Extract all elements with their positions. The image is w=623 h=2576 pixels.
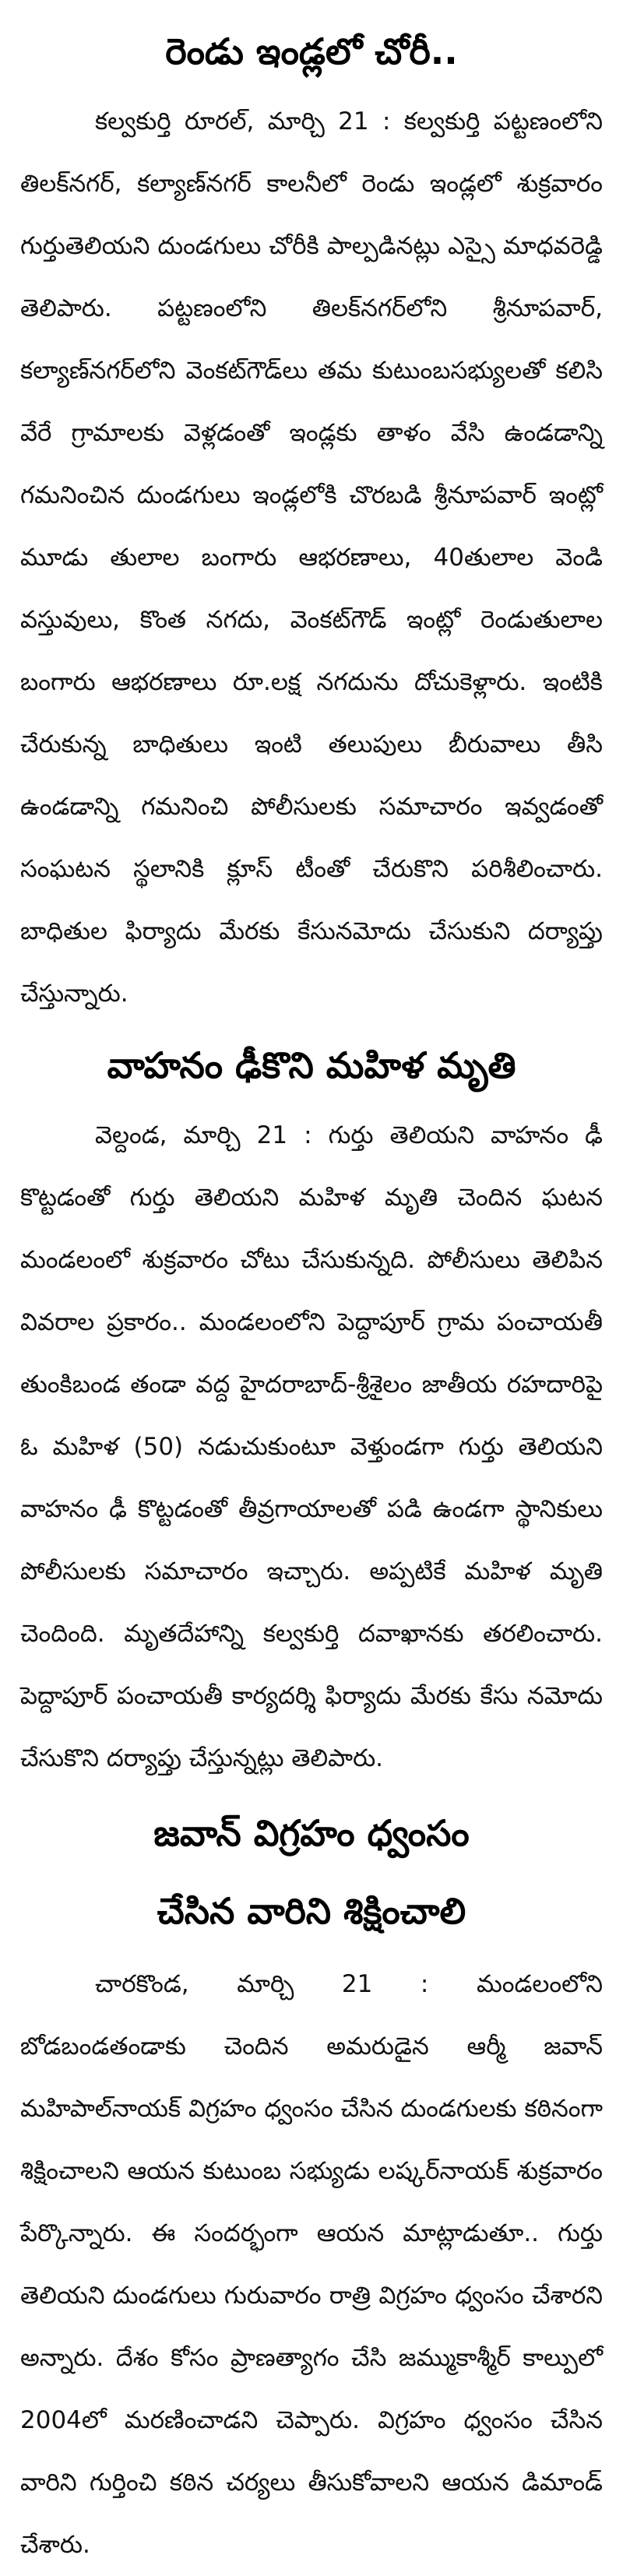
headline-line: జవాన్‌ విగ్రహం ధ్వంసం [153, 1812, 470, 1854]
headline-line: చేసిన వారిని శిక్షించాలి [157, 1890, 466, 1932]
news-article-burglary [20, 16, 603, 1025]
article-body: వెల్దండ, మార్చి 21 : గుర్తు తెలియని వాహనం ఢీ కొట్టడంతో గుర్తు తెలియని మహిళ మృతి చెందిన ఘటన మండలంలో శుక్రవారం చోటు చేసుకున్నది. పోలీసులు తెలిపిన వివరాల ప్రకారం.. మండలంలోని పెద్దాపూర్‌ గ్రామ పంచాయతీ తుంకిబండ తండా వద్ద హైదరాబాద్‌-శ్రీశైలం జాతీయ రహదారిపై ఓ మహిళ (50) నడుచుకుంటూ వెళ్తుండగా గుర్తు తెలియని వాహనం ఢీ కొట్టడంతో తీవ్రగాయాలతో పడి ఉండగా స్థానికులు పోలీసులకు సమాచారం ఇచ్చారు. అప్పటికే మహిళ మృతి చెందింది. మృతదేహాన్ని కల్వకుర్తి దవాఖానకు తరలించారు. పెద్దాపూర్‌ పంచాయతీ కార్యదర్శి ఫిర్యాదు మేరకు కేసు నమోదు చేసుకొని దర్యాప్తు చేస్తున్నట్లు తెలిపారు. [20, 1121, 603, 1772]
news-article-statue-vandalism [20, 1794, 603, 2576]
article-body: చారకొండ, మార్చి 21 : మండలంలోని బోడబండతండాకు చెందిన అమరుడైన ఆర్మీ జవాన్‌ మహిపాల్‌నాయక్‌ విగ్రహం ధ్వంసం చేసిన దుండగులకు కఠినంగా శిక్షించాలని ఆయన కుటుంబ సభ్యుడు లష్కర్‌నాయక్‌ శుక్రవారం పేర్కొన్నారు. ఈ సందర్భంగా ఆయన మాట్లాడుతూ.. గుర్తు తెలియని దుండగులు గురువారం రాత్రి విగ్రహం ధ్వంసం చేశారని అన్నారు. దేశం కోసం ప్రాణత్యాగం చేసి జమ్ముకాశ్మీర్‌ కాల్పులో 2004లో మరణించాడని చెప్పారు. విగ్రహం ధ్వంసం చేసిన వారిని గుర్తించి కఠిన చర్యలు తీసుకోవాలని ఆయన డిమాండ్‌ చేశారు. [20, 1970, 603, 2559]
news-clipping-page [0, 16, 623, 2559]
article-headline [20, 1029, 603, 1101]
article-body: కల్వకుర్తి రూరల్‌, మార్చి 21 : కల్వకుర్తి పట్టణంలోని తిలక్‌నగర్‌, కల్యాణ్‌నగర్‌ కాలనీలో రెండు ఇండ్లలో శుక్రవారం గుర్తుతెలియని దుండగులు చోరీకి పాల్పడినట్లు ఎస్సై మాధవరెడ్డి తెలిపారు. పట్టణంలోని తిలక్‌నగర్‌లోని శ్రీనూపవార్‌, కల్యాణ్‌నగర్‌లోని వెంకట్‌గౌడ్‌లు తమ కుటుంబసభ్యులతో కలిసి వేరే గ్రామాలకు వెళ్లడంతో ఇండ్లకు తాళం వేసి ఉండడాన్ని గమనించిన దుండగులు ఇండ్లలోకి చొరబడి శ్రీనూపవార్‌ ఇంట్లో మూడు తులాల బంగారు ఆభరణాలు, 40తులాల వెండి వస్తువులు, కొంత నగదు, వెంకట్‌గౌడ్‌ ఇంట్లో రెండుతులాల బంగారు ఆభరణాలు రూ.లక్ష నగదును దోచుకెళ్లారు. ఇంటికి చేరుకున్న బాధితులు ఇంటి తలుపులు బీరువాలు తీసి ఉండడాన్ని గమనించి పోలీసులకు సమాచారం ఇవ్వడంతో సంఘటన స్థలానికి క్లూస్‌ టీంతో చేరుకొని పరిశీలించారు. బాధితుల ఫిర్యాదు మేరకు కేసునమోదు చేసుకుని దర్యాప్తు చేస్తున్నారు. [20, 107, 603, 1008]
news-article-accident [20, 1029, 603, 1789]
article-headline [20, 1794, 603, 1950]
article-headline [20, 16, 603, 87]
headline-line: రెండు ఇండ్లలో చోరీ.. [165, 30, 458, 72]
headline-line: వాహనం ఢీకొని మహిళ మృతి [107, 1044, 516, 1086]
